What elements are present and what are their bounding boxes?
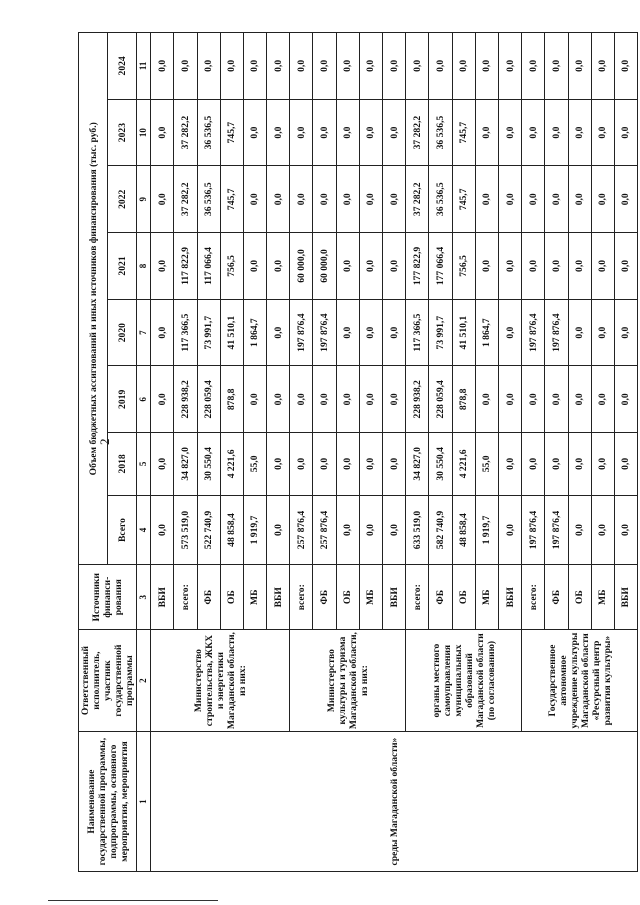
header-year: 2020 <box>108 299 137 366</box>
year-value-cell: 177 822,9 <box>406 233 429 300</box>
year-value-cell: 0,0 <box>336 366 359 433</box>
year-value-cell: 0,0 <box>151 299 174 366</box>
year-value-cell: 0,0 <box>614 299 637 366</box>
year-value-cell: 0,0 <box>267 366 290 433</box>
year-value-cell: 0,0 <box>545 366 568 433</box>
year-value-cell: 117 822,9 <box>174 233 197 300</box>
year-value-cell: 0,0 <box>568 233 591 300</box>
year-value-cell: 745,7 <box>452 99 475 166</box>
source-cell: всего: <box>290 565 313 630</box>
column-number: 4 <box>137 495 151 565</box>
year-value-cell: 117 366,5 <box>406 299 429 366</box>
year-value-cell: 0,0 <box>545 99 568 166</box>
column-number: 11 <box>137 33 151 100</box>
year-value-cell: 34 827,0 <box>174 433 197 495</box>
year-value-cell: 0,0 <box>151 366 174 433</box>
year-value-cell: 0,0 <box>359 99 382 166</box>
header-source: Источники финанси-рования <box>79 565 137 630</box>
year-value-cell: 0,0 <box>498 233 521 300</box>
year-value-cell: 0,0 <box>359 233 382 300</box>
header-year: 2019 <box>108 366 137 433</box>
executor-cell: Государственное автономное учреждение культуры Магаданской области «Ресурсный центр развития культуры» <box>522 630 638 732</box>
year-value-cell: 55,0 <box>475 433 498 495</box>
footer-rule <box>48 900 218 901</box>
year-value-cell: 0,0 <box>243 99 266 166</box>
header-year: 2023 <box>108 99 137 166</box>
year-value-cell: 0,0 <box>359 166 382 233</box>
year-value-cell: 0,0 <box>267 233 290 300</box>
table-row <box>151 33 174 872</box>
year-value-cell: 0,0 <box>522 366 545 433</box>
year-value-cell: 0,0 <box>383 99 406 166</box>
source-cell: всего: <box>522 565 545 630</box>
column-number-row <box>137 33 151 872</box>
column-number: 5 <box>137 433 151 495</box>
year-value-cell: 0,0 <box>290 99 313 166</box>
source-cell: всего: <box>174 565 197 630</box>
year-value-cell: 117 366,5 <box>174 299 197 366</box>
source-cell: ВБИ <box>267 565 290 630</box>
year-value-cell: 1 864,7 <box>243 299 266 366</box>
total-cell: 573 519,0 <box>174 495 197 565</box>
year-value-cell: 756,5 <box>452 233 475 300</box>
year-value-cell: 0,0 <box>267 99 290 166</box>
header-total: Всего <box>108 495 137 565</box>
column-number: 10 <box>137 99 151 166</box>
column-number: 7 <box>137 299 151 366</box>
year-value-cell: 0,0 <box>267 166 290 233</box>
source-cell: ФБ <box>197 565 220 630</box>
year-value-cell: 60 000,0 <box>290 233 313 300</box>
year-value-cell: 0,0 <box>568 299 591 366</box>
year-value-cell: 0,0 <box>336 433 359 495</box>
year-value-cell: 0,0 <box>614 233 637 300</box>
year-value-cell: 0,0 <box>591 299 614 366</box>
year-value-cell: 1 864,7 <box>475 299 498 366</box>
year-value-cell: 0,0 <box>522 99 545 166</box>
total-cell: 197 876,4 <box>522 495 545 565</box>
source-cell: МБ <box>591 565 614 630</box>
year-value-cell: 0,0 <box>429 33 452 100</box>
year-value-cell: 34 827,0 <box>406 433 429 495</box>
year-value-cell: 0,0 <box>522 166 545 233</box>
executor-cell: Министерство строительства, ЖКХ и энергетики Магаданской области, из них: <box>151 630 290 732</box>
year-value-cell: 0,0 <box>336 166 359 233</box>
executor-cell: Министерство культуры и туризма Магаданской области, из них: <box>290 630 406 732</box>
source-cell: МБ <box>359 565 382 630</box>
year-value-cell: 878,8 <box>220 366 243 433</box>
program-name-cell: среды Магаданской области» <box>151 732 638 872</box>
header-year: 2024 <box>108 33 137 100</box>
year-value-cell: 0,0 <box>591 33 614 100</box>
financing-table <box>78 32 638 872</box>
year-value-cell: 228 059,4 <box>429 366 452 433</box>
year-value-cell: 0,0 <box>475 33 498 100</box>
year-value-cell: 0,0 <box>243 166 266 233</box>
year-value-cell: 0,0 <box>545 33 568 100</box>
column-number: 2 <box>137 630 151 732</box>
year-value-cell: 36 536,5 <box>429 166 452 233</box>
year-value-cell: 0,0 <box>475 233 498 300</box>
year-value-cell: 0,0 <box>591 366 614 433</box>
year-value-cell: 0,0 <box>545 433 568 495</box>
year-value-cell: 30 550,4 <box>197 433 220 495</box>
year-value-cell: 878,8 <box>452 366 475 433</box>
total-cell: 0,0 <box>614 495 637 565</box>
year-value-cell: 0,0 <box>591 433 614 495</box>
year-value-cell: 0,0 <box>313 433 336 495</box>
total-cell: 522 740,9 <box>197 495 220 565</box>
year-value-cell: 0,0 <box>614 33 637 100</box>
source-cell: ОБ <box>220 565 243 630</box>
year-value-cell: 117 066,4 <box>197 233 220 300</box>
source-cell: ВБИ <box>498 565 521 630</box>
header-name: Наименование государственной программы, подпрограммы, основного мероприятия, мероприятия <box>79 732 137 872</box>
total-cell: 257 876,4 <box>313 495 336 565</box>
year-value-cell: 0,0 <box>313 366 336 433</box>
year-value-cell: 0,0 <box>151 433 174 495</box>
year-value-cell: 745,7 <box>220 99 243 166</box>
year-value-cell: 0,0 <box>313 166 336 233</box>
year-value-cell: 0,0 <box>267 433 290 495</box>
total-cell: 1 919,7 <box>475 495 498 565</box>
total-cell: 1 919,7 <box>243 495 266 565</box>
total-cell: 197 876,4 <box>545 495 568 565</box>
total-cell: 48 858,4 <box>220 495 243 565</box>
year-value-cell: 37 282,2 <box>174 99 197 166</box>
year-value-cell: 0,0 <box>522 433 545 495</box>
year-value-cell: 0,0 <box>336 99 359 166</box>
year-value-cell: 197 876,4 <box>545 299 568 366</box>
total-cell: 0,0 <box>383 495 406 565</box>
year-value-cell: 0,0 <box>383 33 406 100</box>
year-value-cell: 0,0 <box>591 233 614 300</box>
column-number: 6 <box>137 366 151 433</box>
year-value-cell: 0,0 <box>336 233 359 300</box>
year-value-cell: 745,7 <box>220 166 243 233</box>
source-cell: ФБ <box>545 565 568 630</box>
year-value-cell: 36 536,5 <box>197 99 220 166</box>
source-cell: ВБИ <box>383 565 406 630</box>
year-value-cell: 0,0 <box>452 33 475 100</box>
year-value-cell: 0,0 <box>290 166 313 233</box>
year-value-cell: 0,0 <box>498 433 521 495</box>
year-value-cell: 36 536,5 <box>429 99 452 166</box>
year-value-cell: 4 221,6 <box>220 433 243 495</box>
total-cell: 0,0 <box>336 495 359 565</box>
year-value-cell: 4 221,6 <box>452 433 475 495</box>
year-value-cell: 0,0 <box>383 433 406 495</box>
total-cell: 257 876,4 <box>290 495 313 565</box>
year-value-cell: 0,0 <box>151 99 174 166</box>
year-value-cell: 177 066,4 <box>429 233 452 300</box>
year-value-cell: 0,0 <box>614 366 637 433</box>
year-value-cell: 0,0 <box>498 166 521 233</box>
year-value-cell: 30 550,4 <box>429 433 452 495</box>
year-value-cell: 0,0 <box>336 33 359 100</box>
year-value-cell: 41 510,1 <box>452 299 475 366</box>
source-cell: ВБИ <box>614 565 637 630</box>
total-cell: 0,0 <box>359 495 382 565</box>
year-value-cell: 0,0 <box>568 166 591 233</box>
year-value-cell: 41 510,1 <box>220 299 243 366</box>
year-value-cell: 0,0 <box>359 299 382 366</box>
executor-cell: органы местного самоуправления муниципальных образований Магаданской области (по согласованию) <box>406 630 522 732</box>
year-value-cell: 0,0 <box>522 233 545 300</box>
column-number: 9 <box>137 166 151 233</box>
year-value-cell: 197 876,4 <box>290 299 313 366</box>
year-value-cell: 73 991,7 <box>429 299 452 366</box>
year-value-cell: 0,0 <box>591 166 614 233</box>
source-cell: ОБ <box>568 565 591 630</box>
year-value-cell: 0,0 <box>614 166 637 233</box>
header-volume: Объем бюджетных ассигнований и иных источников финансирования (тыс. руб.) <box>79 33 108 565</box>
year-value-cell: 0,0 <box>568 433 591 495</box>
year-value-cell: 745,7 <box>452 166 475 233</box>
total-cell: 582 740,9 <box>429 495 452 565</box>
year-value-cell: 0,0 <box>498 99 521 166</box>
year-value-cell: 37 282,2 <box>406 99 429 166</box>
year-value-cell: 0,0 <box>591 99 614 166</box>
year-value-cell: 197 876,4 <box>522 299 545 366</box>
year-value-cell: 0,0 <box>475 99 498 166</box>
year-value-cell: 0,0 <box>151 233 174 300</box>
year-value-cell: 0,0 <box>290 33 313 100</box>
table-body <box>151 33 638 872</box>
year-value-cell: 228 059,4 <box>197 366 220 433</box>
year-value-cell: 73 991,7 <box>197 299 220 366</box>
year-value-cell: 37 282,2 <box>174 166 197 233</box>
total-cell: 633 519,0 <box>406 495 429 565</box>
year-value-cell: 0,0 <box>406 33 429 100</box>
year-value-cell: 0,0 <box>313 33 336 100</box>
year-value-cell: 756,5 <box>220 233 243 300</box>
year-value-cell: 0,0 <box>383 166 406 233</box>
year-value-cell: 0,0 <box>243 233 266 300</box>
year-value-cell: 197 876,4 <box>313 299 336 366</box>
total-cell: 0,0 <box>591 495 614 565</box>
header-executor: Ответственный исполнитель, участник государственной программы <box>79 630 137 732</box>
source-cell: МБ <box>243 565 266 630</box>
year-value-cell: 0,0 <box>197 33 220 100</box>
year-value-cell: 0,0 <box>614 99 637 166</box>
year-value-cell: 0,0 <box>267 299 290 366</box>
year-value-cell: 55,0 <box>243 433 266 495</box>
year-value-cell: 0,0 <box>383 299 406 366</box>
source-cell: ОБ <box>336 565 359 630</box>
year-value-cell: 0,0 <box>151 33 174 100</box>
year-value-cell: 0,0 <box>267 33 290 100</box>
page-number: 2 <box>97 438 112 445</box>
source-cell: всего: <box>406 565 429 630</box>
year-value-cell: 0,0 <box>359 433 382 495</box>
rotated-page <box>78 32 632 872</box>
source-cell: ОБ <box>452 565 475 630</box>
year-value-cell: 0,0 <box>243 366 266 433</box>
total-cell: 0,0 <box>267 495 290 565</box>
year-value-cell: 0,0 <box>383 233 406 300</box>
year-value-cell: 228 938,2 <box>406 366 429 433</box>
year-value-cell: 0,0 <box>475 366 498 433</box>
source-cell: ФБ <box>429 565 452 630</box>
total-cell: 0,0 <box>498 495 521 565</box>
year-value-cell: 0,0 <box>498 299 521 366</box>
year-value-cell: 0,0 <box>568 99 591 166</box>
column-number: 3 <box>137 565 151 630</box>
column-number: 8 <box>137 233 151 300</box>
year-value-cell: 0,0 <box>545 233 568 300</box>
year-value-cell: 0,0 <box>359 366 382 433</box>
year-value-cell: 0,0 <box>498 33 521 100</box>
year-value-cell: 0,0 <box>359 33 382 100</box>
total-cell: 0,0 <box>151 495 174 565</box>
year-value-cell: 0,0 <box>614 433 637 495</box>
year-value-cell: 0,0 <box>383 366 406 433</box>
total-cell: 0,0 <box>568 495 591 565</box>
column-number: 1 <box>137 732 151 872</box>
year-value-cell: 0,0 <box>174 33 197 100</box>
year-value-cell: 0,0 <box>313 99 336 166</box>
year-value-cell: 0,0 <box>545 166 568 233</box>
source-cell: ВБИ <box>151 565 174 630</box>
year-value-cell: 0,0 <box>475 166 498 233</box>
source-cell: ФБ <box>313 565 336 630</box>
year-value-cell: 0,0 <box>290 366 313 433</box>
header-year: 2022 <box>108 166 137 233</box>
total-cell: 48 858,4 <box>452 495 475 565</box>
year-value-cell: 0,0 <box>243 33 266 100</box>
year-value-cell: 0,0 <box>498 366 521 433</box>
year-value-cell: 60 000,0 <box>313 233 336 300</box>
header-year: 2021 <box>108 233 137 300</box>
year-value-cell: 228 938,2 <box>174 366 197 433</box>
year-value-cell: 37 282,2 <box>406 166 429 233</box>
year-value-cell: 0,0 <box>220 33 243 100</box>
year-value-cell: 0,0 <box>151 166 174 233</box>
header-year: 2018 <box>108 433 137 495</box>
source-cell: МБ <box>475 565 498 630</box>
year-value-cell: 36 536,5 <box>197 166 220 233</box>
year-value-cell: 0,0 <box>290 433 313 495</box>
year-value-cell: 0,0 <box>522 33 545 100</box>
year-value-cell: 0,0 <box>568 33 591 100</box>
year-value-cell: 0,0 <box>336 299 359 366</box>
year-value-cell: 0,0 <box>568 366 591 433</box>
